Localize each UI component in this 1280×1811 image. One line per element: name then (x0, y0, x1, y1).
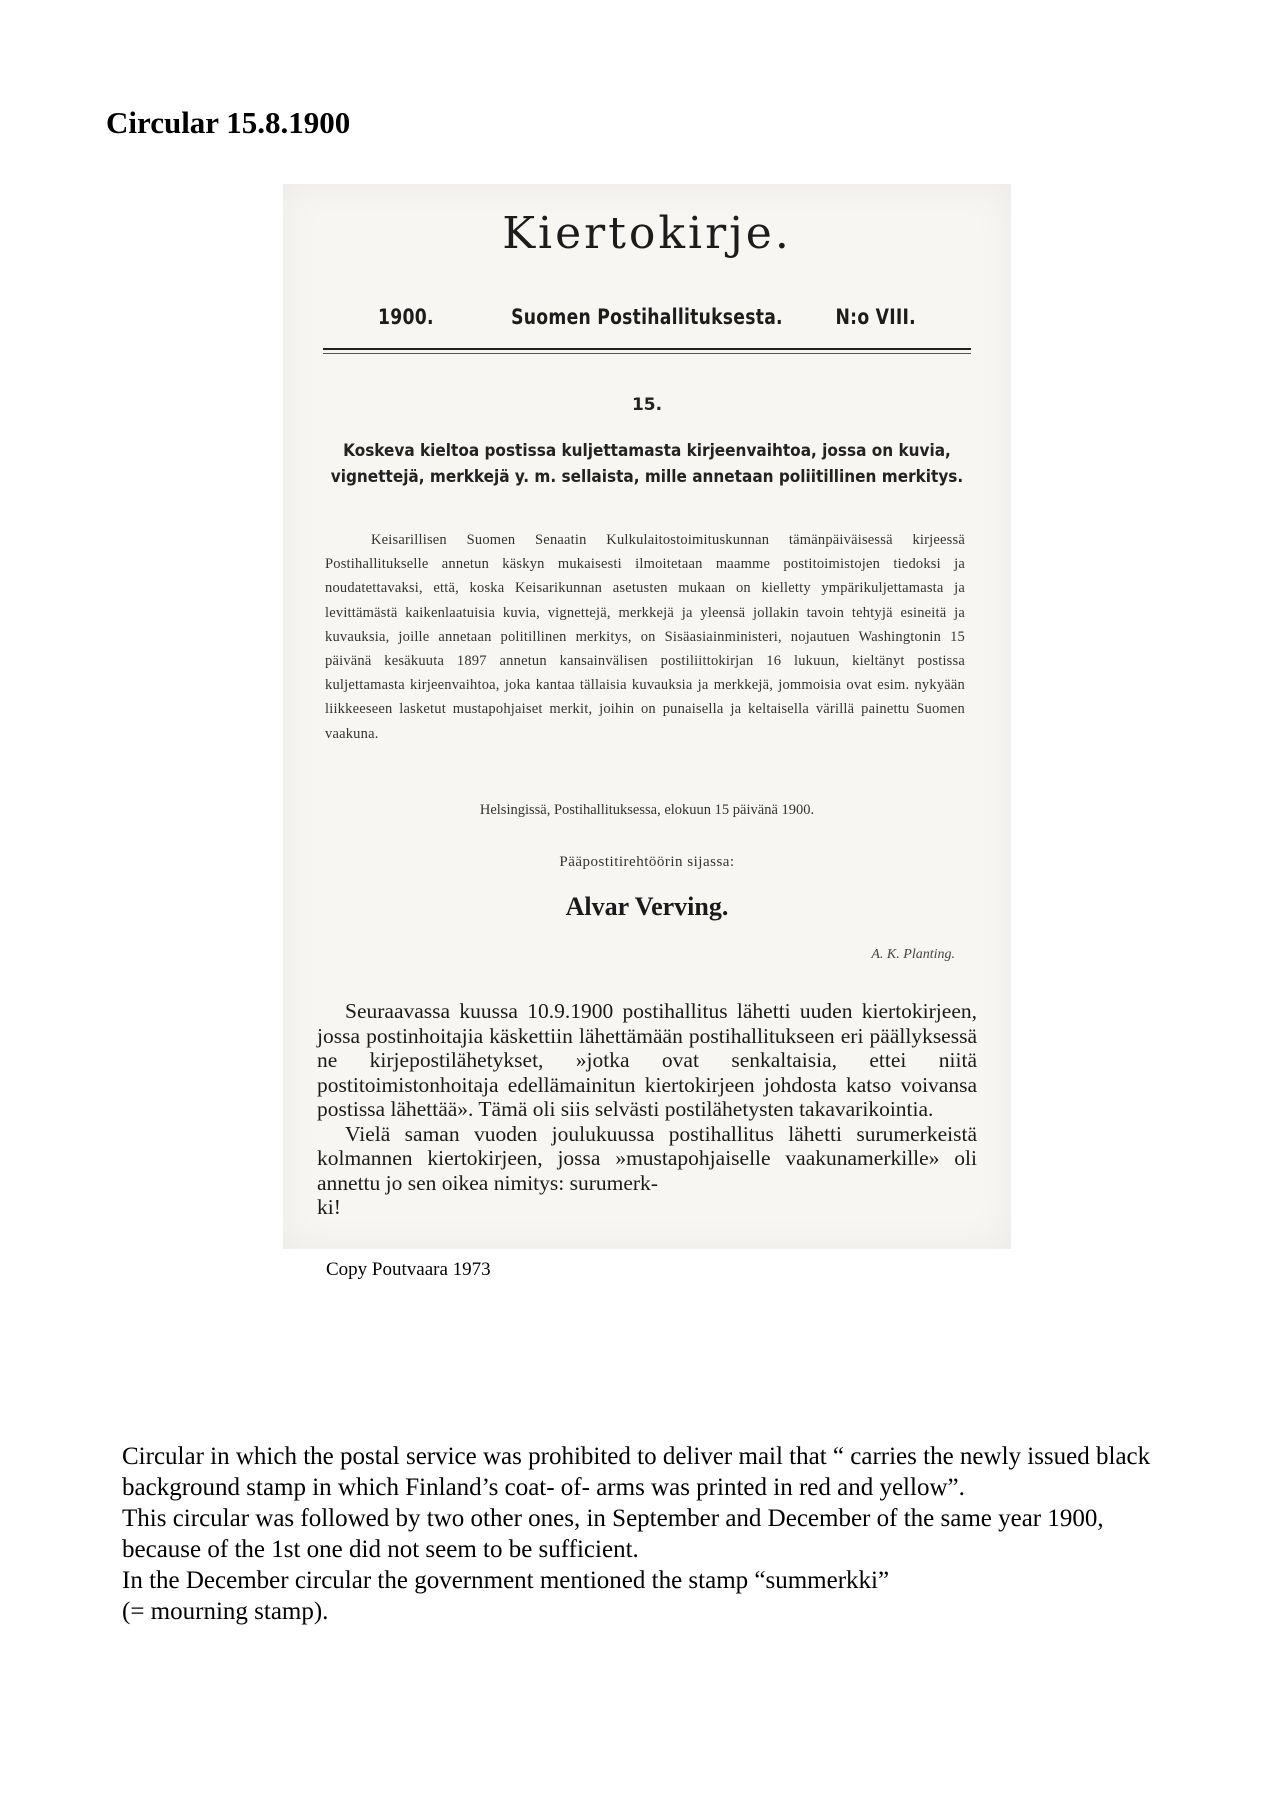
body-paragraph: Keisarillisen Suomen Senaatin Kulkulaitostoimituskunnan tämänpäiväisessä kirjeessä Postihallitukselle annetun käskyn mukaisesti ilmoitetaan maamme postitoimistojen tiedoksi ja noudatettavaksi, että, koska Keisarikunnan asetusten mukaan on kielletty ympärikuljettamasta ja levittämästä kaikenlaatuisia kuvia, vignettejä, merkkejä ja yleensä jollakin tavoin tehtyjä esineitä ja kuvauksia, joille annetaan politillinen merkitys, on Sisäasiainministeri, nojautuen Washingtonin 15 päivänä kesäkuuta 1897 annetun kansainvälisen postiliittokirjan 16 lukuun, kieltänyt postissa kuljettamasta kirjeenvaihtoa, joka kantaa tällaisia kuvauksia ja merkkejä, jommoisia ovat esim. nykyään liikkeeseen lasketut mustapohjaiset merkit, joihin on punaisella ja keltaisella värillä painettu Suomen vaakuna. (325, 532, 965, 742)
commentary-text (317, 999, 977, 1220)
deputy-line: Pääpostitirehtöörin sijassa: (559, 854, 735, 870)
header-rule-thin (323, 353, 971, 354)
circular-subject: Koskeva kieltoa postissa kuljettamasta kirjeenvaihtoa, jossa on kuvia, vignettejä, merkkejä y. m. sellaista, mille annetaan poliitillinen merkitys. (330, 441, 964, 487)
commentary-tail: ki! (317, 1195, 341, 1219)
description-line: Circular in which the postal service was prohibited to deliver mail that “ carries the newly issued black background stamp in which Finland’s coat- of- arms was printed in red and yellow”. (122, 1443, 1151, 1501)
section-number: 15. (631, 395, 663, 415)
page-title: Circular 15.8.1900 (106, 105, 351, 140)
issuing-office: Suomen Postihallituksesta. (511, 305, 783, 329)
countersignature: A. K. Planting. (871, 947, 955, 962)
english-description (122, 1441, 1172, 1627)
copy-credit: Copy Poutvaara 1973 (326, 1259, 491, 1280)
circular-issue-number: N:o VIII. (835, 305, 916, 329)
signatory-name: Alvar Verving. (565, 892, 729, 921)
circular-body (325, 528, 965, 746)
description-line: (= mourning stamp). (122, 1598, 329, 1625)
description-line: In the December circular the government mentioned the stamp “summerkki” (122, 1567, 890, 1594)
description-line: This circular was followed by two other ones, in September and December of the same year 1900, because of the 1st one did not seem to be sufficient. (122, 1505, 1104, 1563)
scanned-circular (283, 184, 1011, 1249)
masthead: Kiertokirje. (502, 208, 792, 259)
dateline: Helsingissä, Postihallituksessa, elokuun 15 päivänä 1900. (479, 802, 815, 818)
header-rule (323, 348, 971, 350)
commentary-paragraph: Seuraavassa kuussa 10.9.1900 postihallitus lähetti uuden kiertokirjeen, jossa postinhoitajia käskettiin lähettämään postihallitukseen eri päällyksessä ne kirjepostilähetykset, »jotka ovat senkaltaisia, ettei niitä postitoimistonhoitaja edellämainitun kiertokirjeen johdosta katso voivansa postissa lähettää». Tämä oli siis selvästi postilähetysten takavarikointia. (317, 999, 977, 1121)
circular-year: 1900. (378, 305, 434, 329)
commentary-paragraph: Vielä saman vuoden joulukuussa postihallitus lähetti surumerkeistä kolmannen kiertokirjeen, jossa »mustapohjaiselle vaakunamerkille» oli annettu jo sen oikea nimitys: surumerk- (317, 1121, 977, 1195)
